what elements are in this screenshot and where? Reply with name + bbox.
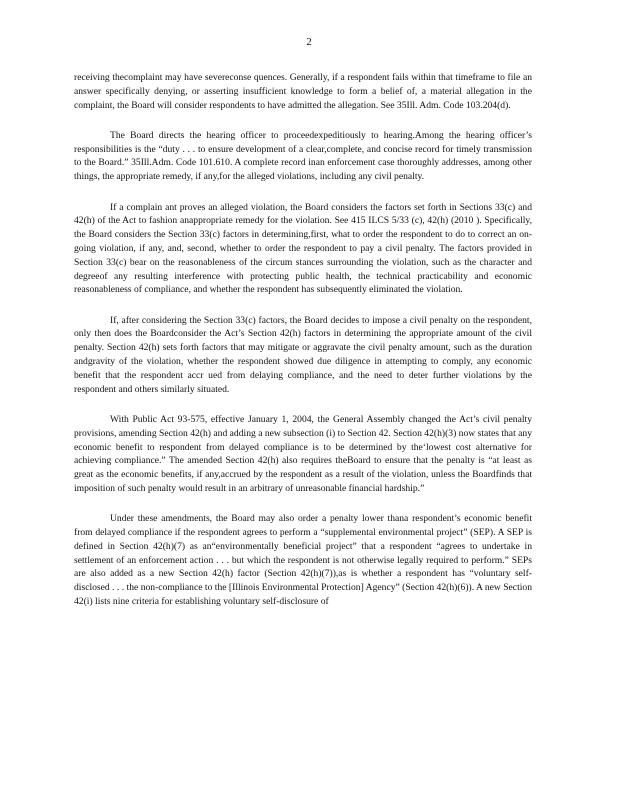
paragraph-4: If, after considering the Section 33(c) factors, the Board decides to impose a civil penalty on the respondent, only then does the Boardconsider the Act’s Section 42(h) factors in determining the appropriate amount of the civil penalty. Section 42(h) sets forth factors that may mitigate or aggravate the civil penalty amount, such as the duration andgravity of the violation, whether the respondent showed due diligence in attempting to comply, any economic benefit that the respondent accr ued from delaying compliance, and the need to deter further violations by the respondent and others similarly situated. [74,314,532,395]
paragraph-5: With Public Act 93-575, effective January 1, 2004, the General Assembly changed the Act’s civil penalty provisions, amending Section 42(h) and adding a new subsection (i) to Section 42. Section 42(h)(3) now states that any economic benefit to respondent from delayed compliance is to be determined by the‘lowest cost alternative for achieving compliance.” The amended Section 42(h) also requires theBoard to ensure that the penalty is “at least as great as the economic benefits, if any,accrued by the respondent as a result of the violation, unless the Boardfinds that imposition of such penalty would result in an arbitrary of unreasonable financial hardship.” [74,413,532,494]
paragraph-1: receiving thecomplaint may have severeconse quences. Generally, if a respondent fails within that timeframe to file an answer specifically denying, or asserting insufficient knowledge to form a belief of, a material allegation in the complaint, the Board will consider respondents to have admitted the allegation. See 35Ill. Adm. Code 103.204(d). [74,72,532,111]
paragraph-6: Under these amendments, the Board may also order a penalty lower thana respondent’s economic benefit from delayed compliance if the respondent agrees to perform a “supplemental environmental project” (SEP). A SEP is defined in Section 42(h)(7) as an“environmentally beneficial project” that a respondent “agrees to undertake in settlement of an enforcement action . . . but which the respondent is not otherwise legally required to perform.” SEPs are also added as a new Section 42(h) factor (Section 42(h)(7)),as is whether a respondent has “voluntary self-disclosed . . . the non-compliance to the [Illinois Environmental Protection] Agency” (Section 42(h)(6)). A new Section 42(i) lists nine criteria for establishing voluntary self-disclosure of [74,513,532,607]
body-text [74,71,532,609]
paragraph-2: The Board directs the hearing officer to proceedexpeditiously to hearing.Among the hearing officer’s responsibilities is the “duty . . . to ensure development of a clear,complete, and concise record for timely transmission to the Board.” 35Ill.Adm. Code 101.610. A complete record inan enforcement case thoroughly addresses, among other things, the appropriate remedy, if any,for the alleged violations, including any civil penalty. [74,129,532,183]
paragraph-3: If a complain ant proves an alleged violation, the Board considers the factors set forth in Sections 33(c) and 42(h) of the Act to fashion anappropriate remedy for the violation. See 415 ILCS 5/33 (c), 42(h) (2010 ). Specifically, the Board considers the Section 33(c) factors in determining,first, what to order the respondent to do to correct an on-going violation, if any, and, second, whether to order the respondent to pay a civil penalty. The factors provided in Section 33(c) bear on the reasonableness of the circum stances surrounding the violation, such as the character and degreeof any resulting interference with protecting public health, the technical practicability and economic reasonableness of compliance, and whether the respondent has subsequently eliminated the violation. [74,201,532,296]
page-number: 2 [306,36,312,48]
